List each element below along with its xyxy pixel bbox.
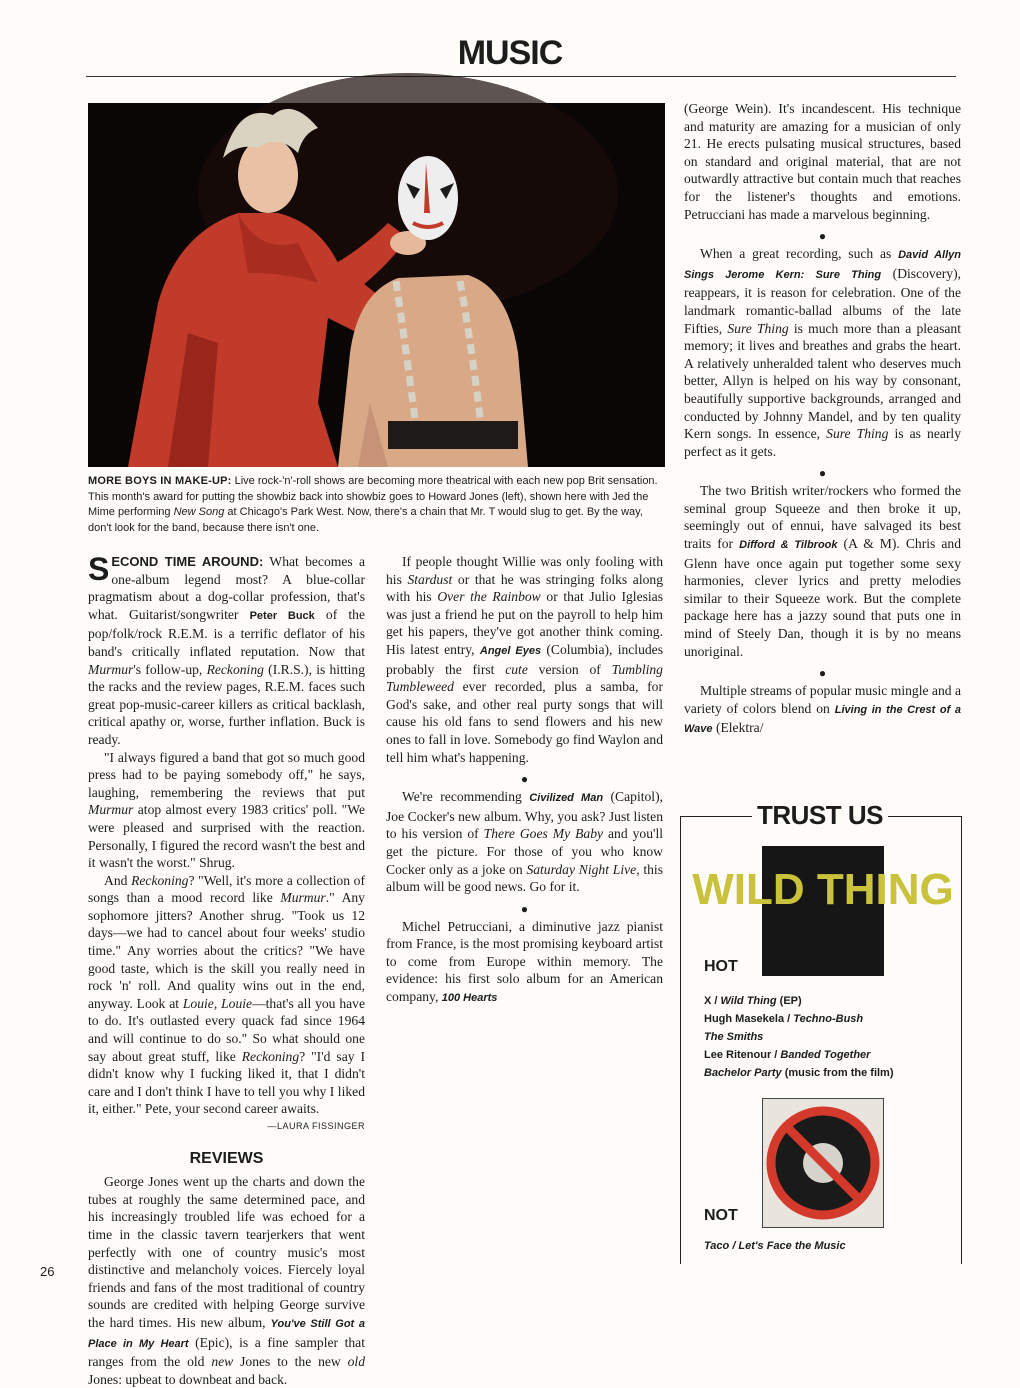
article-paragraph [88, 872, 366, 1131]
hot-list-item [704, 1028, 954, 1046]
photo-illustration [88, 103, 665, 467]
review-paragraph [684, 245, 961, 460]
text-run: Jones: upbeat to downbeat and back. [88, 1371, 288, 1387]
byline: —LAURA FISSINGER [267, 1121, 365, 1131]
album-title: Murmur [280, 890, 326, 906]
text-run: 's follow-up, [133, 661, 207, 677]
text-run: (George Wein). It's incandescent. His technique and maturity are amazing for a musician of only 21. He erects pulsating musical structures, based on standard and original material, that are not outwardly attractive but contain much that reaches for the listener's thoughts and emotions. Petrucciani has made a marvelous beginning. [684, 101, 961, 222]
album-title: Bachelor Party [704, 1067, 782, 1079]
section-bullet: ● [818, 666, 827, 681]
hot-list [704, 992, 954, 1082]
album-title: Banded Together [780, 1049, 871, 1061]
text-run: "I always figured a band that got so much good press had to be paying somebody off," he says, laughing, remembering the reviews that put [88, 749, 365, 800]
caption-text-2: at Chicago's Park West. Now, there's a chain that Mr. T would slug to get. By the way, don't look for the band, because there isn't one. [88, 506, 643, 534]
artist: Hugh Masekela / [704, 1013, 794, 1025]
album-title: Stardust [407, 571, 453, 587]
hot-list-item [704, 1010, 954, 1028]
text-run: —that's all you have to do. It's outlasted every quack fad since 1964 and will continue to do so." So what should one say about great stuff, like [88, 995, 365, 1064]
text-run: (Columbia), includes probably the first [386, 641, 663, 677]
person-name: Peter Buck [249, 609, 315, 622]
article-column-1 [88, 553, 365, 1388]
text-run: Multiple streams of popular music mingle and a variety of colors blend on [684, 683, 961, 716]
text-run: , this album will be good news. Go for it. [386, 861, 664, 895]
text-run: (Elektra/ [712, 720, 764, 736]
album-title: Murmur [88, 661, 134, 677]
text-run: or that Julio Iglesias was just a friend he put on the payroll to help him get his papers, they've got another think coming. His latest entry, [386, 589, 664, 657]
text-run: ever recorded, plus a samba, for God's sake, and other real purty songs that will cause his old fans to send flowers and his new ones to fall in love. Somebody go find Waylon and tell him what's happening. [386, 679, 663, 765]
text-run: If people thought Willie was only fooling with his [386, 554, 663, 587]
review-paragraph [386, 788, 663, 896]
cover-text: WILD THING [692, 865, 954, 914]
photo-caption [88, 474, 665, 536]
article-column-3 [684, 100, 961, 790]
review-paragraph [386, 553, 663, 766]
no-record-icon [763, 1099, 883, 1227]
album-title: Over the Rainbow [437, 589, 541, 605]
section-bullet: ● [520, 772, 529, 787]
album-title: Techno-Bush [793, 1013, 864, 1025]
hot-list-item [704, 1064, 954, 1082]
text-run: ? "Well, it's more a collection of songs than a mood record like [88, 872, 365, 906]
article-paragraph [88, 749, 365, 872]
album-title: Difford & Tilbrook [739, 539, 838, 552]
album-title: Living in the Crest of a Wave [684, 703, 961, 736]
section-bullet: ● [520, 901, 529, 916]
text-run: is much more than a pleasant memory; it lives and breathes and grabs the heart. A relatively unheralded talent who deserves much better, Allyn is helped on his way by consonant, beautifully supportive backgrounds, arranged and conducted by Johnny Mandel, and by ten quality Kern songs. In essence, [684, 320, 961, 442]
song-title: Tumbling Tumbleweed [386, 661, 663, 695]
text-run: We're recommending [402, 789, 530, 805]
album-title: Murmur [88, 802, 134, 818]
show-title: Saturday Night Live [526, 861, 637, 877]
text-run: (I.R.S.), is hitting the racks and the review pages, R.E.M. faces such great pop-music-career killers as critical backlash, critical apathy or, worse, further inflation. Buck is ready. [88, 661, 366, 747]
emphasis: cute [505, 661, 528, 677]
review-paragraph [684, 482, 961, 660]
article-column-2 [386, 553, 663, 1275]
trust-us-title: TRUST US [752, 800, 888, 831]
reviews-heading: REVIEWS [189, 1149, 264, 1167]
album-title: You've Still Got a Place in My Heart [88, 1317, 365, 1350]
review-paragraph [88, 1173, 365, 1388]
text-run: version of [527, 661, 612, 677]
caption-text-1: Live rock-'n'-roll shows are becoming more theatrical with each new pop Brit sensation. This month's award for putting the showbiz back into showbiz goes to Howard Jones (left), shown here with Jed the Mime performing [88, 475, 658, 518]
text-run: or that he was stringing folks along with his [386, 571, 663, 605]
review-paragraph [386, 918, 663, 1008]
album-title: Angel Eyes [479, 644, 542, 657]
not-album-cover [762, 1098, 884, 1228]
concert-photo [88, 103, 665, 467]
caption-lead: MORE BOYS IN MAKE-UP: [88, 475, 232, 487]
album-title: Sure Thing [727, 320, 789, 336]
album-title: David Allyn Sings Jerome Kern: Sure Thing [684, 249, 961, 281]
artist: Lee Ritenour / [704, 1049, 781, 1061]
section-title: MUSIC [457, 34, 563, 72]
header-rule [86, 76, 956, 77]
album-title: Sure Thing [826, 426, 889, 442]
article-paragraph [88, 553, 365, 749]
song-title: There Goes My Baby [483, 826, 604, 842]
emphasis: new [211, 1354, 234, 1370]
text-run: (Discovery), reappears, it is reason for celebration. One of the landmark romantic-ballad albums of the late Fifties, [684, 265, 961, 336]
text-run: ." Any sophomore jitters? Another shrug. "Took us 12 days—we had to cancel about four weeks' studio time." Any worries about the critics? "We have good taste, which is the skill you really need in rock 'n' roll. And quality wins out in the end, anyway. Look at [88, 890, 365, 1011]
album-title: Reckoning [241, 1048, 300, 1064]
drop-cap: S [88, 551, 110, 587]
text-run: Jones to the new [233, 1354, 348, 1370]
review-paragraph [684, 100, 961, 223]
album-title: Wild Thing [720, 995, 777, 1007]
caption-song: New Song [173, 506, 225, 518]
text-run: And [104, 872, 132, 888]
text-run: The two British writer/rockers who formed the seminal group Squeeze and then broke it up, seemingly out of ennui, have salvaged its best traits for [684, 483, 961, 552]
album-title: 100 Hearts [441, 992, 498, 1005]
text-run: What becomes a one-album legend most? A blue-collar pragmatism about a dog-collar profession, that's what. Guitarist/songwriter [88, 554, 366, 622]
album-note: (EP) [776, 995, 802, 1007]
text-run: George Jones went up the charts and down the tubes at roughly the same determined pace, and his increasingly troubled life was echoed for a time in the classic tavern tearjerkers that went perfectly with one of country music's most distinctive and melancholy voices. Fiercely loyal friends and fans of the most traditional of country sounds are credited with helping George survive the hard times. His new album, [88, 1174, 365, 1330]
album-title: Reckoning [131, 872, 189, 888]
article-leadin: ECOND TIME AROUND: [111, 554, 264, 569]
page-number: 26 [40, 1264, 55, 1279]
hot-list-item [704, 992, 954, 1010]
album-title: Reckoning [206, 661, 264, 677]
text-run: (Epic), is a fine sampler that ranges from the old [88, 1334, 365, 1370]
not-label: NOT [704, 1207, 738, 1224]
song-title: Louie, Louie [182, 995, 253, 1011]
hot-label: HOT [704, 958, 738, 975]
text-run: (A & M). Chris and Glenn have once again put together some sexy harmonies, clever lyrics and pretty melodies similar to their Squeeze work. But the complete package here has a jazzy sound that puts one in mind of Steely Dan, though it is by no means unoriginal. [684, 536, 961, 659]
section-bullet: ● [818, 229, 827, 244]
text-run: Michel Petrucciani, a diminutive jazz pianist from France, is the most promising keyboard artist to come from Europe within memory. The evidence: his first solo album for an American company, [386, 918, 663, 1005]
artist: X / [704, 995, 721, 1007]
text-run: ? "I'd say I didn't know why I fucking liked it, that I didn't care and I don't think I have to tell you why I liked it, either." Pete, your second career awaits. [88, 1048, 366, 1117]
section-bullet: ● [818, 466, 827, 481]
album-note: (music from the film) [781, 1067, 894, 1079]
album-title: The Smiths [704, 1031, 764, 1043]
emphasis: old [347, 1354, 365, 1370]
hot-list-item [704, 1046, 954, 1064]
text-run: When a great recording, such as [700, 246, 899, 262]
text-run: is as nearly perfect as it gets. [684, 426, 961, 459]
text-run: of the pop/folk/rock R.E.M. is a terrific deflator of his band's critically inflated reputation. Now that [88, 606, 365, 659]
text-run: (Capitol), Joe Cocker's new album. Why, you ask? Just listen to his version of [386, 789, 663, 842]
review-paragraph [684, 682, 961, 739]
text-run: atop almost every 1983 critics' poll. "We were pleased and surprised with the reaction. Personally, I figured the record wasn't the best and it wasn't the worst." Shrug. [88, 802, 365, 871]
album-title: Civilized Man [529, 792, 604, 805]
not-list-item: Taco / Let's Face the Music [704, 1240, 846, 1252]
text-run: and you'll get the picture. For those of you who know Cocker only as a joke on [386, 826, 663, 877]
